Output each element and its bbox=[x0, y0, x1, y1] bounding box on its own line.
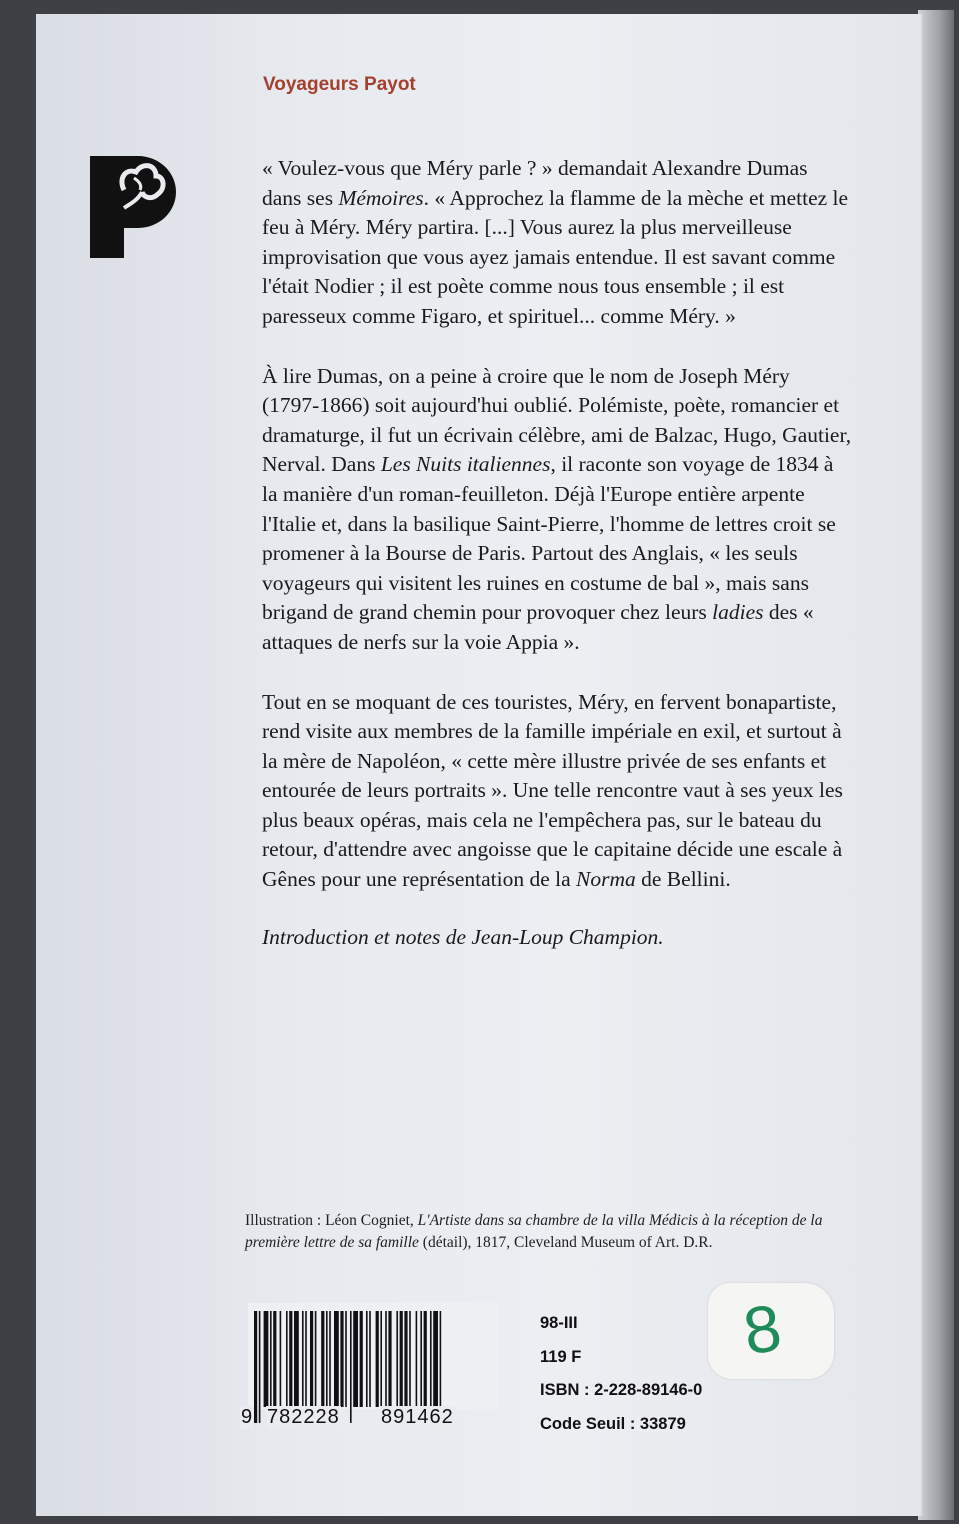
isbn-label: ISBN : 2-228-89146-0 bbox=[540, 1381, 703, 1399]
barcode-bar bbox=[326, 1311, 328, 1407]
barcode-bar bbox=[340, 1311, 343, 1407]
italic-title: Les Nuits italiennes bbox=[380, 452, 551, 477]
barcode-bar bbox=[409, 1311, 411, 1407]
payot-p-logo-icon bbox=[90, 150, 180, 258]
barcode-bar bbox=[430, 1311, 432, 1407]
barcode-bar bbox=[310, 1311, 313, 1407]
barcode-bar bbox=[404, 1311, 407, 1407]
italic-title: Norma bbox=[576, 867, 636, 892]
blurb-text bbox=[262, 154, 852, 982]
illustration-credit bbox=[245, 1210, 865, 1253]
barcode-bar bbox=[366, 1311, 368, 1407]
barcode-bar bbox=[424, 1311, 427, 1407]
barcode-bar bbox=[334, 1311, 339, 1407]
barcode-bar bbox=[433, 1311, 438, 1407]
paragraph-1 bbox=[262, 154, 852, 332]
credit-title: L'Artiste dans sa chambre de la villa Médicis à la réception de la première lettre de sa famille bbox=[245, 1212, 823, 1251]
barcode-bar bbox=[353, 1311, 358, 1407]
book-spine-edge bbox=[918, 10, 954, 1520]
book-info bbox=[540, 1307, 702, 1441]
code-seuil-label: Code Seuil : 33879 bbox=[540, 1414, 686, 1433]
text-run: . « Approchez la flamme de la mèche et mettez le feu à Méry. Méry partira. [...] Vous aurez la plus merveilleuse improvisation que vous ayez jamais entendue. Il est savant comme l'était Nodier ; il est poète comme nous tous ensemble ; il est paresseux comme Figaro, et spirituel... comme Méry. » bbox=[262, 185, 849, 328]
text-run: des « attaques de nerfs sur la voie Appia ». bbox=[262, 600, 814, 654]
paragraph-2 bbox=[262, 362, 852, 658]
barcode-bar bbox=[329, 1311, 331, 1407]
barcode-bar bbox=[321, 1311, 324, 1407]
barcode-bar bbox=[420, 1311, 422, 1407]
barcode-bar bbox=[264, 1311, 269, 1407]
price-label: 119 F bbox=[540, 1347, 582, 1366]
sticker-handwritten-mark: 8 bbox=[739, 1289, 786, 1369]
barcode-bar bbox=[315, 1311, 317, 1407]
barcode-bar bbox=[289, 1311, 292, 1407]
barcode-bar bbox=[294, 1311, 299, 1407]
barcode-first-digit: 9 bbox=[241, 1406, 254, 1428]
paragraph-3 bbox=[262, 688, 852, 895]
barcode-bar bbox=[396, 1311, 398, 1407]
text-run: de Bellini. bbox=[635, 867, 731, 892]
barcode-bar bbox=[388, 1311, 391, 1407]
text-run: , il raconte son voyage de 1834 à la manière d'un roman-feuilleton. Déjà l'Europe entière arpente l'Italie et, dans la basilique Saint-Pierre, l'homme de lettres croit se promener à la Bourse de Paris. Partout des Anglais, « les seuls voyageurs qui visitent les ruines en costume de bal », mais sans brigand de grand chemin pour provoquer chez leurs bbox=[262, 452, 836, 625]
barcode-bar bbox=[345, 1311, 347, 1407]
barcode-bar bbox=[380, 1311, 382, 1407]
barcode-bar bbox=[302, 1311, 304, 1407]
barcode-bar bbox=[286, 1311, 288, 1407]
barcode-bar bbox=[273, 1311, 276, 1407]
credit-suffix: (détail), 1817, Cleveland Museum of Art. D.R. bbox=[418, 1233, 713, 1251]
barcode-bar bbox=[280, 1311, 282, 1407]
introduction-credit: Introduction et notes de Jean-Loup Champion. bbox=[262, 924, 664, 949]
barcode-group-1: 782228 bbox=[267, 1406, 340, 1428]
barcode-group-2: 891462 bbox=[381, 1406, 454, 1428]
collection-name: Voyageurs Payot bbox=[263, 74, 416, 95]
barcode-bar bbox=[369, 1311, 371, 1407]
barcode-bar bbox=[400, 1311, 403, 1407]
barcode-bar bbox=[360, 1311, 363, 1407]
barcode-bar bbox=[416, 1311, 418, 1407]
barcode-bar bbox=[385, 1311, 387, 1407]
barcode-bar bbox=[270, 1311, 272, 1407]
text-run: « Voulez-vous que Méry parle ? » demandait Alexandre Dumas dans ses bbox=[262, 156, 808, 210]
barcode-bar bbox=[376, 1311, 379, 1407]
price-sticker bbox=[708, 1283, 834, 1379]
credit-prefix: Illustration : Léon Cogniet, bbox=[245, 1212, 418, 1229]
barcode-bar bbox=[305, 1311, 307, 1407]
italic-title: ladies bbox=[712, 600, 764, 625]
code-label: 98-III bbox=[540, 1314, 578, 1332]
text-run: À lire Dumas, on a peine à croire que le nom de Joseph Méry (1797-1866) soit aujourd'hui oublié. Polémiste, poète, romancier et dramaturge, il fut un écrivain célèbre, ami de Balzac, Hugo, Gautier, Nerval. Dans bbox=[262, 363, 852, 477]
barcode-number bbox=[240, 1406, 502, 1432]
text-run: Tout en se moquant de ces touristes, Méry, en fervent bonapartiste, rend visite aux membres de la famille impériale en exil, et surtout à la mère de Napoléon, « cette mère illustre privée de ses enfants et entourée de leurs portraits ». Une telle rencontre vaut à ses yeux les plus beaux opéras, mais cela ne l'empêchera pas, sur le bateau du retour, d'attendre avec angoisse que le capitaine décide une escale à Gênes pour une représentation de la bbox=[262, 689, 843, 892]
italic-title: Mémoires bbox=[338, 185, 424, 210]
